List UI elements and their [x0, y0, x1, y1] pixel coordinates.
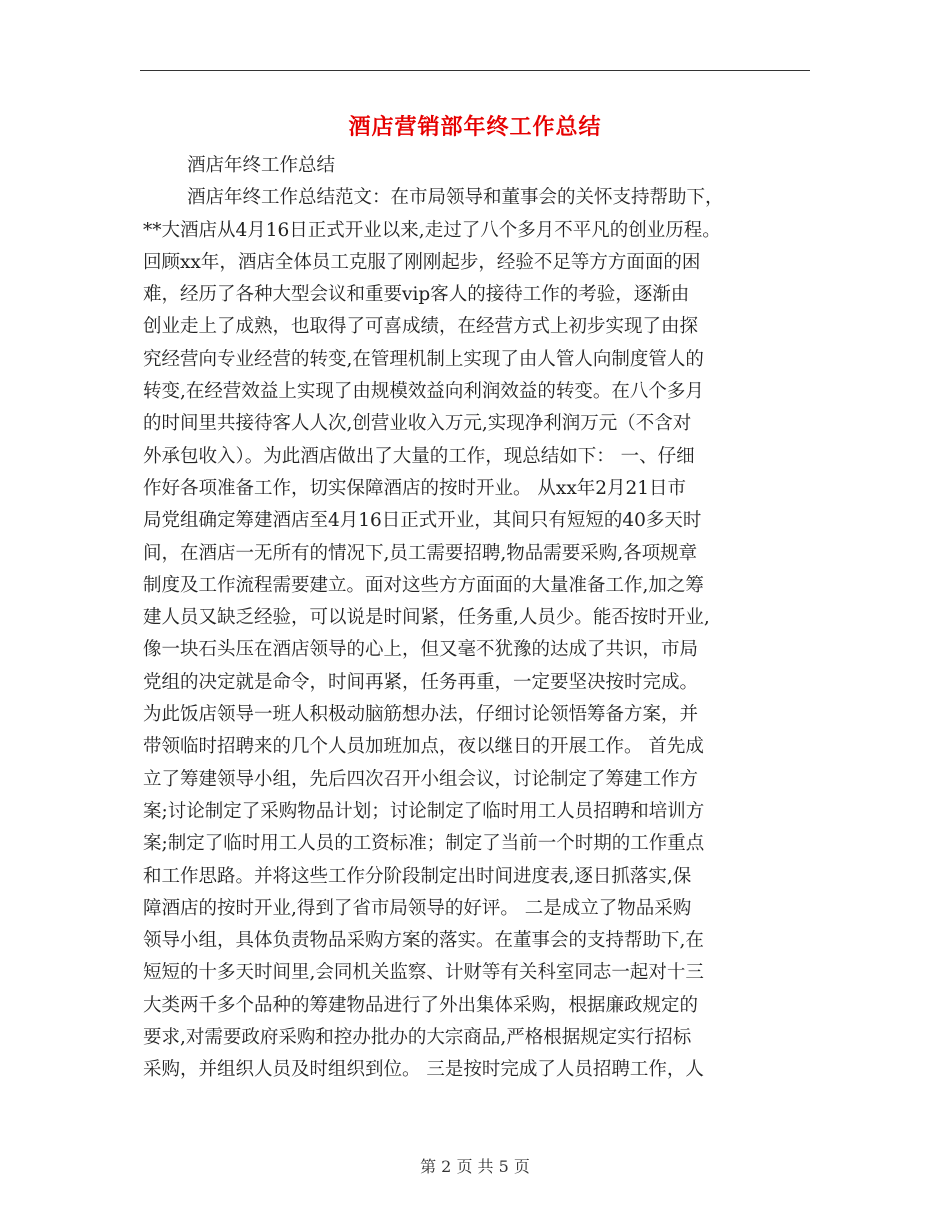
paragraph-line: 领导小组，具体负责物品采购方案的落实。在董事会的支持帮助下,在	[143, 930, 704, 952]
paragraph-line: 局党组确定筹建酒店至4月16日正式开业，其间只有短短的40多天时	[143, 510, 702, 532]
paragraph-line: 外承包收入）。为此酒店做出了大量的工作，现总结如下： 一、仔细	[143, 445, 695, 467]
paragraph-line: 创业走上了成熟，也取得了可喜成绩，在经营方式上初步实现了由探	[143, 316, 699, 338]
page-number-footer: 第 2 页 共 5 页	[420, 1157, 530, 1176]
paragraph-line: 酒店年终工作总结范文：在市局领导和董事会的关怀支持帮助下，	[187, 187, 724, 209]
paragraph-line: 党组的决定就是命令，时间再紧，任务再重，一定要坚决按时完成。	[143, 671, 699, 693]
paragraph-line: 作好各项准备工作，切实保障酒店的按时开业。 从xx年2月21日市	[143, 477, 687, 499]
paragraph-line: 建人员又缺乏经验，可以说是时间紧，任务重,人员少。能否按时开业,	[143, 607, 710, 629]
paragraph-line: 大类两千多个品种的筹建物品进行了外出集体采购，根据廉政规定的	[143, 994, 699, 1016]
paragraph-line: 立了筹建领导小组，先后四次召开小组会议，讨论制定了筹建工作方	[143, 768, 699, 790]
paragraph-line: 短短的十多天时间里,会同机关监察、计财等有关科室同志一起对十三	[143, 962, 704, 984]
paragraph-line: 障酒店的按时开业,得到了省市局领导的好评。 二是成立了物品采购	[143, 897, 692, 919]
paragraph-line: 要求,对需要政府采购和控办批办的大宗商品,严格根据规定实行招标	[143, 1027, 692, 1049]
paragraph-line: 带领临时招聘来的几个人员加班加点，夜以继日的开展工作。 首先成	[143, 736, 704, 758]
paragraph-line: 和工作思路。并将这些工作分阶段制定出时间进度表,逐日抓落实,保	[143, 865, 692, 887]
paragraph-line: 的时间里共接待客人人次,创营业收入万元,实现净利润万元（不含对	[143, 413, 692, 435]
paragraph-line: 回顾xx年，酒店全体员工克服了刚刚起步，经验不足等方方面面的困	[143, 251, 701, 273]
paragraph-line: 难，经历了各种大型会议和重要vip客人的接待工作的考验，逐渐由	[143, 284, 690, 306]
paragraph-line: 制度及工作流程需要建立。面对这些方方面面的大量准备工作,加之筹	[143, 574, 704, 596]
paragraph-line: 转变,在经营效益上实现了由规模效益向利润效益的转变。在八个多月	[143, 381, 704, 403]
paragraph-line: 案;讨论制定了采购物品计划；讨论制定了临时用工人员招聘和培训方	[143, 800, 705, 822]
header-rule	[140, 70, 810, 71]
paragraph-line: **大酒店从4月16日正式开业以来,走过了八个多月不平凡的创业历程。	[143, 219, 721, 241]
paragraph-line: 案;制定了临时用工人员的工资标准；制定了当前一个时期的工作重点	[143, 833, 705, 855]
paragraph-line: 像一块石头压在酒店领导的心上，但又毫不犹豫的达成了共识，市局	[143, 639, 699, 661]
document-body	[143, 150, 815, 1087]
paragraph-line: 间，在酒店一无所有的情况下,员工需要招聘,物品需要采购,各项规章	[143, 542, 698, 564]
paragraph-line: 为此饭店领导一班人积极动脑筋想办法，仔细讨论领悟筹备方案，并	[143, 704, 699, 726]
paragraph-line: 采购，并组织人员及时组织到位。 三是按时完成了人员招聘工作，人	[143, 1059, 704, 1081]
paragraph-line: 酒店年终工作总结	[187, 155, 336, 176]
paragraph-line: 究经营向专业经营的转变,在管理机制上实现了由人管人向制度管人的	[143, 348, 704, 370]
document-title: 酒店营销部年终工作总结	[348, 114, 602, 140]
